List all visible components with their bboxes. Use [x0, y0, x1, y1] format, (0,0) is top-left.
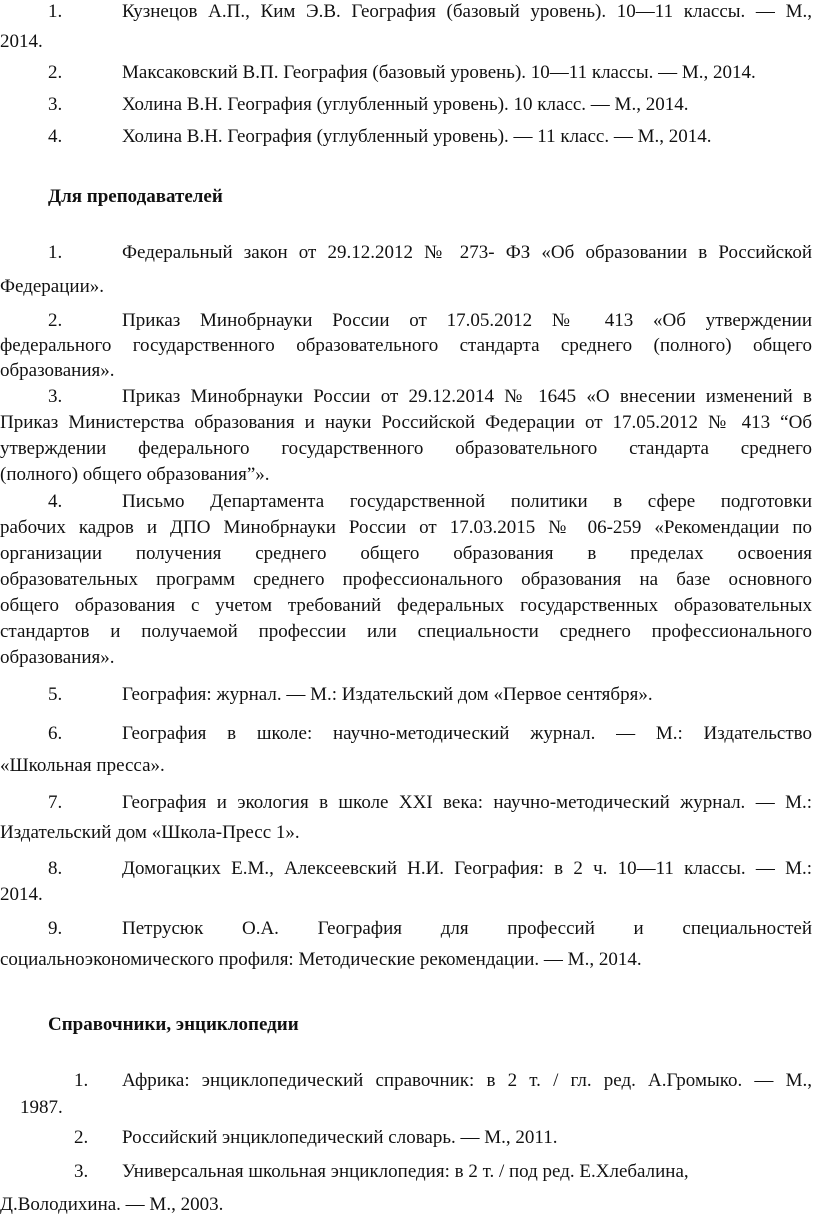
- list-item-text: Универсальная школьная энциклопедия: в 2 т. / под ред. Е.Хлебалина,: [122, 1161, 689, 1182]
- list-item-number: 6.: [48, 723, 63, 744]
- list-item-text: стандартов и получаемой профессии или специальности среднего профессионального: [0, 621, 812, 642]
- list-item-text: Российский энциклопедический словарь. — М., 2011.: [122, 1127, 558, 1148]
- list-item-number: 2.: [48, 62, 63, 83]
- list-item-number: 8.: [48, 858, 63, 879]
- list-item-text: География: журнал. — М.: Издательский дом «Первое сентября».: [122, 684, 653, 705]
- list-item-text: Максаковский В.П. География (базовый уровень). 10—11 классы. — М., 2014.: [122, 62, 756, 83]
- list-item-text: социальноэкономического профиля: Методические рекомендации. — М., 2014.: [0, 949, 642, 970]
- list-item-text: Кузнецов А.П., Ким Э.В. География (базовый уровень). 10—11 классы. — М.,: [122, 1, 812, 22]
- list-item-text: образовательных программ среднего профессионального образования на базе основного: [0, 569, 812, 590]
- list-item-text: Д.Володихина. — М., 2003.: [0, 1194, 224, 1215]
- list-item-number: 1.: [48, 242, 63, 263]
- list-item-text: Приказ Минобрнауки России от 29.12.2014 № 1645 «О внесении изменений в: [122, 386, 812, 407]
- list-item-text: Петрусюк О.А. География для профессий и специальностей: [122, 918, 812, 939]
- list-item-number: 7.: [48, 792, 63, 813]
- list-item-text: образования».: [0, 360, 115, 381]
- list-item-number: 4.: [48, 126, 63, 147]
- list-item-text: общего образования с учетом требований федеральных государственных образовательных: [0, 595, 812, 616]
- list-item-number: 2.: [74, 1127, 89, 1148]
- list-item-text: Федеральный закон от 29.12.2012 № 273- ФЗ «Об образовании в Российской: [122, 242, 812, 263]
- list-item-number: 1.: [48, 1, 63, 22]
- list-item-text: рабочих кадров и ДПО Минобрнауки России от 17.03.2015 № 06-259 «Рекомендации по: [0, 517, 812, 538]
- list-item-text: организации получения среднего общего образования в пределах освоения: [0, 543, 812, 564]
- list-item-text: Холина В.Н. География (углубленный уровень). — 11 класс. — М., 2014.: [122, 126, 712, 147]
- list-item-text: (полного) общего образования”».: [0, 464, 270, 485]
- list-item-text: Федерации».: [0, 276, 104, 297]
- list-item-text: утверждении федерального государственного образовательного стандарта среднего: [0, 438, 812, 459]
- list-item-text: Приказ Министерства образования и науки Российской Федерации от 17.05.2012 № 413 “Об: [0, 412, 812, 433]
- list-item-text: Холина В.Н. География (углубленный уровень). 10 класс. — М., 2014.: [122, 94, 689, 115]
- section-heading-references: Справочники, энциклопедии: [48, 1014, 299, 1035]
- list-item-number: 3.: [74, 1161, 89, 1182]
- list-item-text: 1987.: [20, 1097, 63, 1118]
- list-item-number: 2.: [48, 310, 63, 331]
- list-item-text: География и экология в школе XXI века: научно-методический журнал. — М.:: [122, 792, 812, 813]
- list-item-text: образования».: [0, 647, 115, 668]
- list-item-text: География в школе: научно-методический журнал. — М.: Издательство: [122, 723, 812, 744]
- list-item-number: 4.: [48, 491, 63, 512]
- list-item-text: Африка: энциклопедический справочник: в 2 т. / гл. ред. А.Громыко. — М.,: [122, 1070, 812, 1091]
- list-item-text: Письмо Департамента государственной политики в сфере подготовки: [122, 491, 812, 512]
- list-item-number: 9.: [48, 918, 63, 939]
- list-item-text: 2014.: [0, 31, 43, 52]
- list-item-number: 3.: [48, 386, 63, 407]
- list-item-number: 1.: [74, 1070, 89, 1091]
- list-item-number: 5.: [48, 684, 63, 705]
- list-item-number: 3.: [48, 94, 63, 115]
- list-item-text: Домогацких Е.М., Алексеевский Н.И. География: в 2 ч. 10—11 классы. — М.:: [122, 858, 812, 879]
- list-item-text: Приказ Минобрнауки России от 17.05.2012 № 413 «Об утверждении: [122, 310, 812, 331]
- list-item-text: федерального государственного образовательного стандарта среднего (полного) общего: [0, 335, 812, 356]
- list-item-text: «Школьная пресса».: [0, 755, 165, 776]
- list-item-text: Издательский дом «Школа-Пресс 1».: [0, 822, 300, 843]
- list-item-text: 2014.: [0, 884, 43, 905]
- section-heading-teachers: Для преподавателей: [48, 186, 223, 207]
